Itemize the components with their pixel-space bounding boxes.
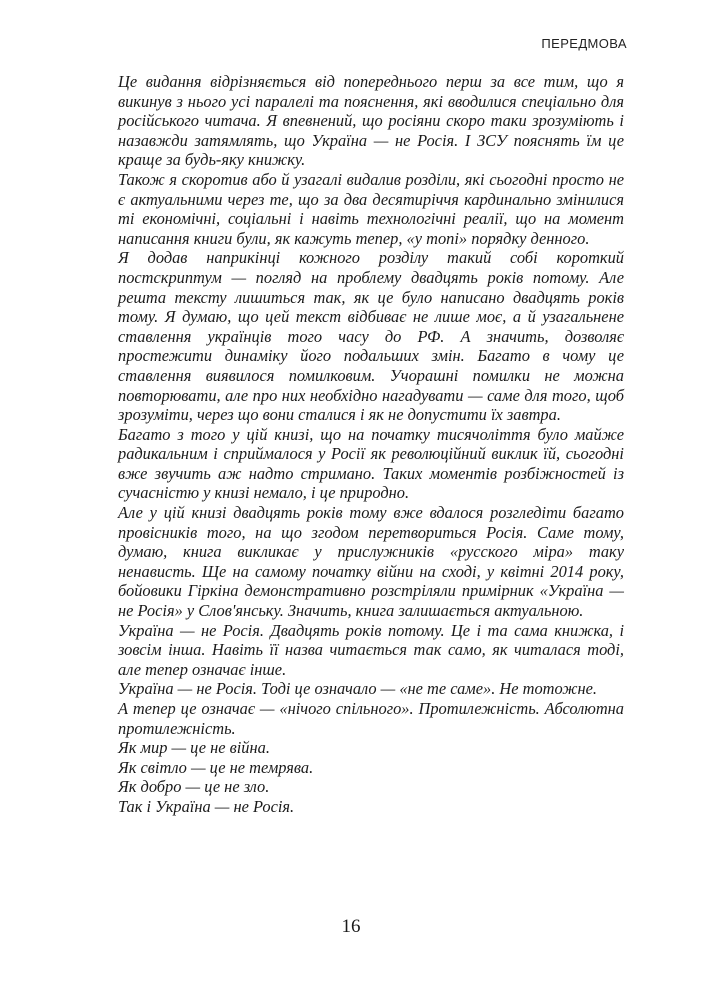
paragraph-2: Також я скоротив або й узагалі видалив розділи, які сьогодні просто не є актуальними через те, що за два десятиріччя кардинально змінилися ті економічні, соціальні і навіть технологічні реалії, що на момент написання книги були, як кажуть тепер, «у топі» порядку денного. bbox=[118, 169, 624, 248]
paragraph-10: Як світло — це не темрява. bbox=[118, 757, 314, 777]
paragraph-9: Як мир — це не війна. bbox=[118, 738, 270, 758]
paragraph-1: Це видання відрізняється від попереднього перш за все тим, що я викинув з нього усі паралелі та пояснення, які вводилися спеціально для російського читача. Я впевнений, що росіяни скоро таки зрозуміють і назавжди затямлять, що Україна — не Росія. І ЗСУ пояснять їм це краще за будь-яку книжку. bbox=[118, 72, 624, 170]
paragraph-8: А тепер це означає — «нічого спільного». Протилежність. Абсолютна протилежність. bbox=[118, 699, 624, 738]
paragraph-4: Багато з того у цій книзі, що на початку тисячоліття було майже радикальним і сприймалося у Росії як революційний виклик їй, сьогодні вже звучить аж надто стримано. Таких моментів розбіжностей із сучасністю у книзі немало, і це природно. bbox=[118, 424, 624, 503]
page-number: 16 bbox=[341, 916, 361, 937]
paragraph-7: Україна — не Росія. Тоді це означало — «не те саме». Не тотожне. bbox=[118, 679, 598, 699]
paragraph-11: Як добро — це не зло. bbox=[118, 777, 270, 797]
paragraph-12: Так і Україна — не Росія. bbox=[118, 796, 295, 816]
paragraph-6: Україна — не Росія. Двадцять років потому. Це і та сама книжка, і зовсім інша. Навіть її назва читається так само, як читалася тоді, але тепер означає інше. bbox=[118, 620, 624, 679]
body-text bbox=[118, 72, 624, 817]
paragraph-5: Але у цій книзі двадцять років тому вже вдалося розгледіти багато провісників того, на що згодом перетвориться Росія. Саме тому, думаю, книга викликає у прислужників «русского міра» таку ненависть. Ще на самому початку війни на сході, у квітні 2014 року, бойовики Гіркіна демонстративно розстріляли примірник «Україна — не Росія» у Слов'янську. Значить, книга залишається актуальною. bbox=[118, 503, 624, 621]
running-header: ПЕРЕДМОВА bbox=[541, 36, 627, 51]
paragraph-3: Я додав наприкінці кожного розділу такий собі короткий постскриптум — погляд на проблему двадцять років потому. Але решта тексту лишиться так, як це було написано двадцять років тому. Я думаю, що цей текст відбиває не лише моє, а й узагальнене ставлення українців того часу до РФ. А значить, дозволяє простежити динаміку його подальших змін. Багато в чому це ставлення виявилося помилковим. Учорашні помилки не можна повторювати, але про них необхідно нагадувати — саме для того, щоб зрозуміти, через що вони сталися і як не допустити їх завтра. bbox=[118, 248, 624, 425]
